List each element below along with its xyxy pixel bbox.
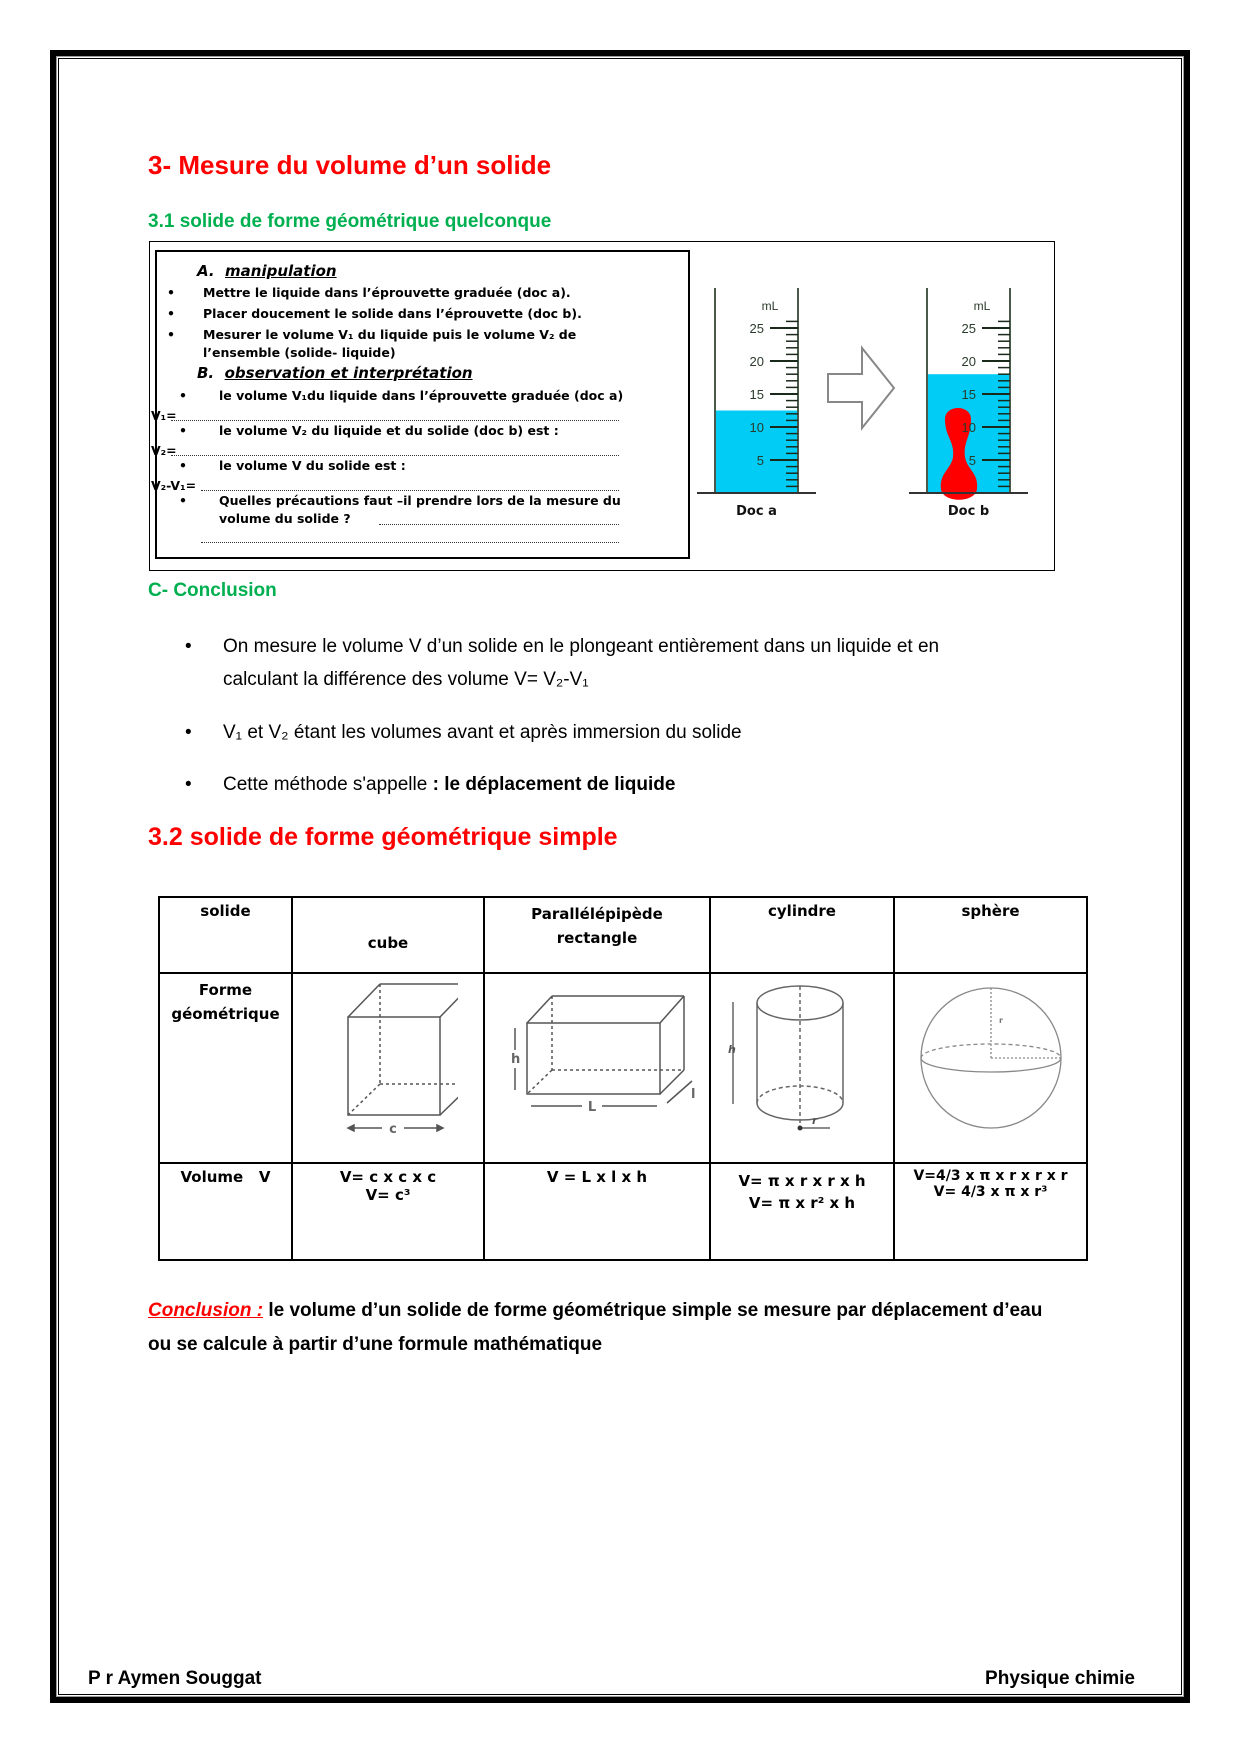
header-cell: cube — [292, 897, 484, 973]
bullet-text: V₁ et V₂ étant les volumes avant et après immersion du solide — [223, 722, 742, 743]
answer-label-v: V₂-V₁= — [151, 478, 197, 493]
tick-label: 25 — [961, 321, 976, 336]
box-figure — [497, 978, 697, 1148]
graduated-cylinders-figure — [690, 270, 1050, 540]
answer-line-v1[interactable] — [171, 420, 619, 421]
precaution-question: • Quelles précautions faut –il prendre lors de la mesure du — [179, 493, 621, 508]
subsection-31-title: 3.1 solide de forme géométrique quelconque — [148, 211, 552, 232]
formula: V = L x l x h — [546, 1168, 648, 1186]
formula: V=4/3 x π x r x r x r — [913, 1168, 1068, 1184]
sphere-figure-cell — [894, 973, 1087, 1163]
formula: V= c x c x c — [339, 1168, 437, 1186]
experiment-worksheet — [151, 250, 690, 559]
final-conclusion — [148, 1294, 1068, 1362]
header-cell: solide — [159, 897, 292, 973]
manipulation-label — [197, 262, 337, 280]
formula: V= 4/3 x π x r³ — [933, 1184, 1048, 1200]
volume-formula-cell — [894, 1163, 1087, 1260]
tick-label: 10 — [961, 420, 976, 435]
observation-letter: B. — [197, 364, 215, 382]
bullet-bold: : le déplacement de liquide — [432, 774, 676, 795]
row-label-cell: Volume V — [159, 1163, 292, 1260]
volume-formula-cell — [710, 1163, 894, 1260]
row-label-cell — [159, 973, 292, 1163]
cylinder-figure — [722, 978, 882, 1148]
footer-author: P r Aymen Souggat — [88, 1668, 262, 1689]
cylinder-height-label: h — [728, 1043, 736, 1056]
conclusion-text: le volume d’un solide de forme géométrique simple se mesure par déplacement d’eau ou se calcule à partir d’une formule mathématique — [148, 1300, 1043, 1355]
manipulation-step: • Mesurer le volume V₁ du liquide puis le volume V₂ de — [167, 327, 577, 342]
precaution-question-cont: volume du solide ? — [219, 511, 351, 526]
header-cell — [484, 897, 710, 973]
question-text: le volume V du solide est : — [219, 458, 406, 473]
cube-figure — [318, 978, 458, 1148]
observation-question: • le volume V₂ du liquide et du solide (doc b) est : — [179, 423, 559, 438]
tick-label: 10 — [749, 420, 764, 435]
box-width-label: l — [691, 1087, 696, 1102]
box-height-label: h — [511, 1052, 521, 1067]
cylinder-radius-label: r — [812, 1114, 818, 1127]
tick-label: 15 — [961, 387, 976, 402]
bullet-text — [223, 768, 675, 801]
box-figure-cell — [484, 973, 710, 1163]
manipulation-step: • Mettre le liquide dans l’éprouvette graduée (doc a). — [167, 285, 571, 300]
formula: V= c³ — [365, 1186, 411, 1204]
manipulation-letter: A. — [197, 262, 215, 280]
observation-label — [197, 364, 473, 382]
observation-question: • le volume V du solide est : — [179, 458, 406, 473]
manipulation-step: • Placer doucement le solide dans l’éprouvette (doc b). — [167, 306, 582, 321]
step-text: Mettre le liquide dans l’éprouvette graduée (doc a). — [203, 285, 571, 300]
header-cell: cylindre — [710, 897, 894, 973]
cylinder-doc-a — [697, 288, 816, 519]
precaution-answer-line-1[interactable] — [379, 524, 619, 525]
precaution-answer-line-2[interactable] — [201, 542, 619, 543]
table-volume-row — [159, 1163, 1087, 1260]
sphere-figure — [901, 978, 1081, 1148]
sphere-radius-label: r — [998, 1016, 1003, 1025]
observation-title: observation et interprétation — [224, 364, 473, 382]
unit-label: mL — [761, 299, 779, 313]
manipulation-title: manipulation — [225, 262, 337, 280]
unit-label: mL — [973, 299, 991, 313]
cylinder-doc-b — [909, 288, 1028, 519]
section-heading: 3- Mesure du volume d’un solide — [148, 150, 552, 180]
header-text: Parallélépipède rectangle — [531, 905, 663, 947]
figure-caption: Doc a — [736, 504, 777, 519]
volume-formula-cell — [292, 1163, 484, 1260]
tick-label: 15 — [749, 387, 764, 402]
tick-label: 5 — [756, 453, 764, 468]
precaution-text: Quelles précautions faut –il prendre lors de la mesure du — [219, 493, 621, 508]
box-length-label: L — [587, 1100, 597, 1115]
formula: V= π x r² x h — [748, 1194, 856, 1212]
formula: V= π x r x r x h — [738, 1172, 866, 1190]
header-cell: sphère — [894, 897, 1087, 973]
cube-edge-label: c — [389, 1122, 397, 1137]
bullet-icon: • — [185, 722, 192, 743]
volume-formula-cell — [484, 1163, 710, 1260]
bullet-icon: • — [185, 636, 192, 657]
conclusion-title: C- Conclusion — [148, 580, 277, 601]
tick-label: 20 — [749, 354, 764, 369]
manipulation-step-cont: l’ensemble (solide- liquide) — [203, 345, 396, 360]
table-header-row — [159, 897, 1087, 973]
answer-line-v2[interactable] — [171, 455, 619, 456]
tick-label: 25 — [749, 321, 764, 336]
bullet-prefix: Cette méthode s'appelle — [223, 774, 433, 795]
question-text: le volume V₁du liquide dans l’éprouvette graduée (doc a) — [219, 388, 624, 403]
answer-label-v2: V₂= — [151, 443, 177, 458]
cylinder-figure-cell — [710, 973, 894, 1163]
figure-caption: Doc b — [947, 504, 990, 519]
conclusion-label: Conclusion : — [148, 1300, 264, 1321]
bullet-icon: • — [185, 774, 192, 795]
question-text: le volume V₂ du liquide et du solide (doc b) est : — [219, 423, 559, 438]
tick-label: 20 — [961, 354, 976, 369]
bullet-text: On mesure le volume V d’un solide en le plongeant entièrement dans un liquide et en — [223, 636, 940, 657]
step-text: Mesurer le volume V₁ du liquide puis le volume V₂ de — [203, 327, 577, 342]
step-text: Placer doucement le solide dans l’éprouvette (doc b). — [203, 306, 582, 321]
footer-subject: Physique chimie — [985, 1668, 1135, 1689]
bullet-text: calculant la différence des volume V= V₂-V₁ — [223, 669, 589, 690]
observation-question: • le volume V₁du liquide dans l’éprouvette graduée (doc a) — [179, 388, 624, 403]
tick-label: 5 — [968, 453, 976, 468]
row-label: Forme géométrique — [171, 981, 280, 1023]
arrow-icon — [828, 348, 894, 428]
answer-label-v1: V₁= — [151, 408, 177, 423]
solids-table — [158, 896, 1088, 1261]
table-shape-row — [159, 973, 1087, 1163]
cube-figure-cell — [292, 973, 484, 1163]
answer-line-v[interactable] — [201, 490, 619, 491]
subsection-32-title: 3.2 solide de forme géométrique simple — [148, 823, 618, 851]
